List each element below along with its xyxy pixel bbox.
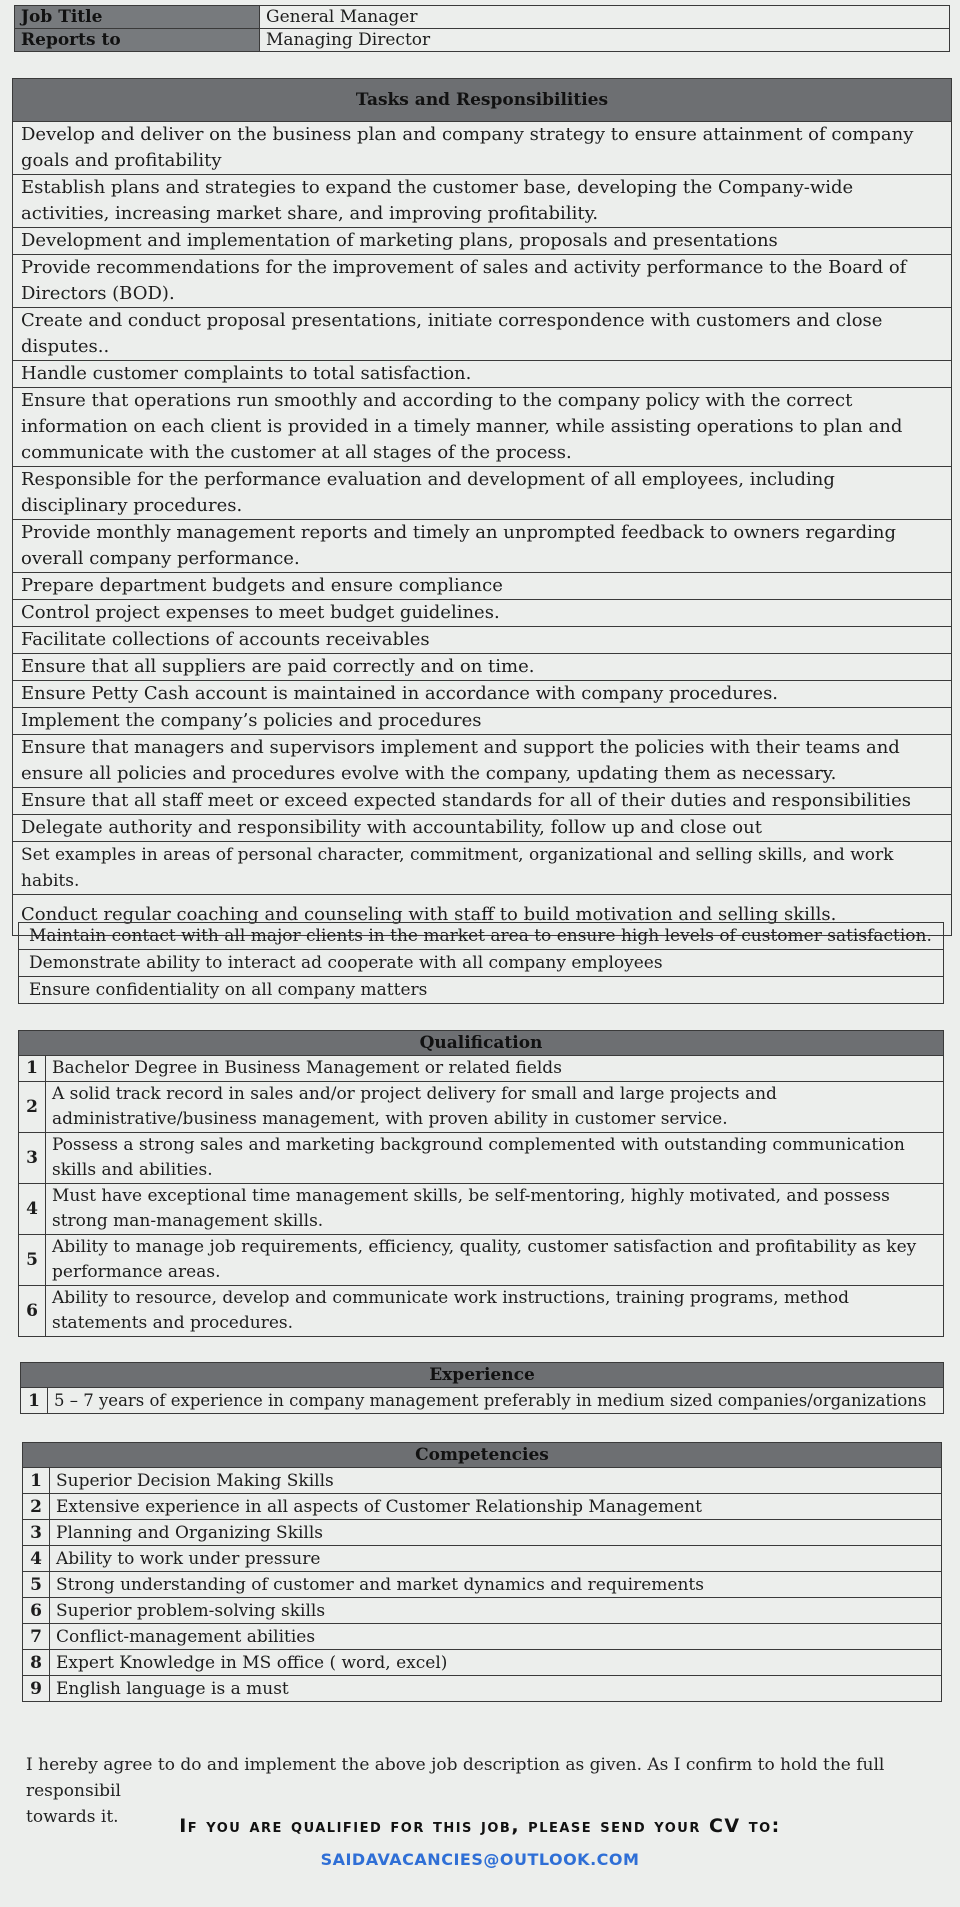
qualification-item: Ability to manage job requirements, efficiency, quality, customer satisfaction and profitability as key performance areas. <box>46 1235 944 1286</box>
table-row <box>21 1388 944 1414</box>
row-number: 3 <box>19 1133 46 1184</box>
job-title-value: General Manager <box>260 6 950 29</box>
competency-item: Planning and Organizing Skills <box>50 1520 942 1546</box>
table-row <box>19 1056 944 1082</box>
row-number: 1 <box>19 1056 46 1082</box>
competencies-title: Competencies <box>23 1443 942 1468</box>
reports-to-label: Reports to <box>15 29 260 52</box>
task-item: Ensure that operations run smoothly and according to the company policy with the correct information on each client is provided in a timely manner, while assisting operations to plan and communicate with the customer at all stages of the process. <box>13 388 952 467</box>
row-number: 6 <box>19 1286 46 1337</box>
tasks-section <box>12 78 952 936</box>
task-item: Ensure that all suppliers are paid correctly and on time. <box>13 654 952 681</box>
competency-item: Extensive experience in all aspects of Customer Relationship Management <box>50 1494 942 1520</box>
task-item: Demonstrate ability to interact ad cooperate with all company employees <box>19 950 944 977</box>
qualification-item: Possess a strong sales and marketing background complemented with outstanding communication skills and abilities. <box>46 1133 944 1184</box>
row-number: 6 <box>23 1598 50 1624</box>
task-item: Create and conduct proposal presentations, initiate correspondence with customers and close disputes.. <box>13 308 952 361</box>
task-item: Responsible for the performance evaluation and development of all employees, including disciplinary procedures. <box>13 467 952 520</box>
qualification-item: Must have exceptional time management skills, be self-mentoring, highly motivated, and possess strong man-management skills. <box>46 1184 944 1235</box>
task-item: Ensure that all staff meet or exceed expected standards for all of their duties and responsibilities <box>13 788 952 815</box>
task-item: Provide recommendations for the improvement of sales and activity performance to the Board of Directors (BOD). <box>13 255 952 308</box>
apply-instructions: If you are qualified for this job, please send your CV to: <box>179 1815 781 1837</box>
table-row <box>23 1546 942 1572</box>
table-row <box>19 1082 944 1133</box>
job-title-row <box>15 6 950 29</box>
competency-item: Superior problem-solving skills <box>50 1598 942 1624</box>
task-item: Set examples in areas of personal character, commitment, organizational and selling skills, and work habits. <box>13 842 952 895</box>
qualification-title: Qualification <box>19 1031 944 1056</box>
task-item: Maintain contact with all major clients in the market area to ensure high levels of customer satisfaction. <box>19 923 944 950</box>
task-item: Develop and deliver on the business plan and company strategy to ensure attainment of company goals and profitability <box>13 122 952 175</box>
task-item: Control project expenses to meet budget guidelines. <box>13 600 952 627</box>
row-number: 1 <box>23 1468 50 1494</box>
table-row <box>19 1286 944 1337</box>
experience-section <box>20 1362 944 1414</box>
competency-item: English language is a must <box>50 1676 942 1702</box>
row-number: 4 <box>23 1546 50 1572</box>
row-number: 9 <box>23 1676 50 1702</box>
contact-email-link[interactable]: SAIDAVACANCIES@OUTLOOK.COM <box>320 1850 640 1869</box>
tasks-title: Tasks and Responsibilities <box>13 79 952 122</box>
qualification-item: A solid track record in sales and/or project delivery for small and large projects and administrative/business management, with proven ability in customer service. <box>46 1082 944 1133</box>
task-item: Provide monthly management reports and timely an unprompted feedback to owners regarding overall company performance. <box>13 520 952 573</box>
row-number: 4 <box>19 1184 46 1235</box>
task-item: Implement the company’s policies and procedures <box>13 708 952 735</box>
experience-item: 5 – 7 years of experience in company management preferably in medium sized companies/organizations <box>48 1388 944 1414</box>
task-item: Prepare department budgets and ensure compliance <box>13 573 952 600</box>
competency-item: Ability to work under pressure <box>50 1546 942 1572</box>
row-number: 1 <box>21 1388 48 1414</box>
task-item: Handle customer complaints to total satisfaction. <box>13 361 952 388</box>
table-row <box>23 1572 942 1598</box>
competency-item: Conflict-management abilities <box>50 1624 942 1650</box>
row-number: 3 <box>23 1520 50 1546</box>
competency-item: Strong understanding of customer and market dynamics and requirements <box>50 1572 942 1598</box>
job-header <box>14 5 950 52</box>
qualification-section <box>18 1030 944 1337</box>
row-number: 5 <box>19 1235 46 1286</box>
task-item: Ensure Petty Cash account is maintained in accordance with company procedures. <box>13 681 952 708</box>
row-number: 8 <box>23 1650 50 1676</box>
table-row <box>19 1184 944 1235</box>
row-number: 2 <box>19 1082 46 1133</box>
table-row <box>19 1133 944 1184</box>
table-row <box>23 1650 942 1676</box>
task-item: Development and implementation of marketing plans, proposals and presentations <box>13 228 952 255</box>
table-row <box>23 1520 942 1546</box>
task-item: Facilitate collections of accounts receivables <box>13 627 952 654</box>
table-row <box>23 1598 942 1624</box>
reports-to-value: Managing Director <box>260 29 950 52</box>
table-row <box>23 1494 942 1520</box>
table-row <box>23 1624 942 1650</box>
table-row <box>19 1235 944 1286</box>
tasks-continued <box>18 922 944 1004</box>
task-item: Ensure that managers and supervisors implement and support the policies with their teams and ensure all policies and procedures evolve with the company, updating them as necessary. <box>13 735 952 788</box>
competencies-section <box>22 1442 942 1702</box>
row-number: 2 <box>23 1494 50 1520</box>
qualification-item: Ability to resource, develop and communicate work instructions, training programs, method statements and procedures. <box>46 1286 944 1337</box>
competency-item: Superior Decision Making Skills <box>50 1468 942 1494</box>
row-number: 5 <box>23 1572 50 1598</box>
table-row <box>23 1468 942 1494</box>
row-number: 7 <box>23 1624 50 1650</box>
task-item: Establish plans and strategies to expand the customer base, developing the Company-wide activities, increasing market share, and improving profitability. <box>13 175 952 228</box>
qualification-item: Bachelor Degree in Business Management or related fields <box>46 1056 944 1082</box>
job-title-label: Job Title <box>15 6 260 29</box>
task-item: Conduct regular coaching and counseling with staff to build motivation and selling skills. <box>13 895 952 936</box>
agreement-text: I hereby agree to do and implement the above job description as given. As I confirm to hold the full responsibil towards it. <box>26 1755 885 1827</box>
experience-title: Experience <box>21 1363 944 1388</box>
task-item: Delegate authority and responsibility with accountability, follow up and close out <box>13 815 952 842</box>
task-item: Ensure confidentiality on all company matters <box>19 977 944 1004</box>
competency-item: Expert Knowledge in MS office ( word, excel) <box>50 1650 942 1676</box>
table-row <box>23 1676 942 1702</box>
reports-to-row <box>15 29 950 52</box>
